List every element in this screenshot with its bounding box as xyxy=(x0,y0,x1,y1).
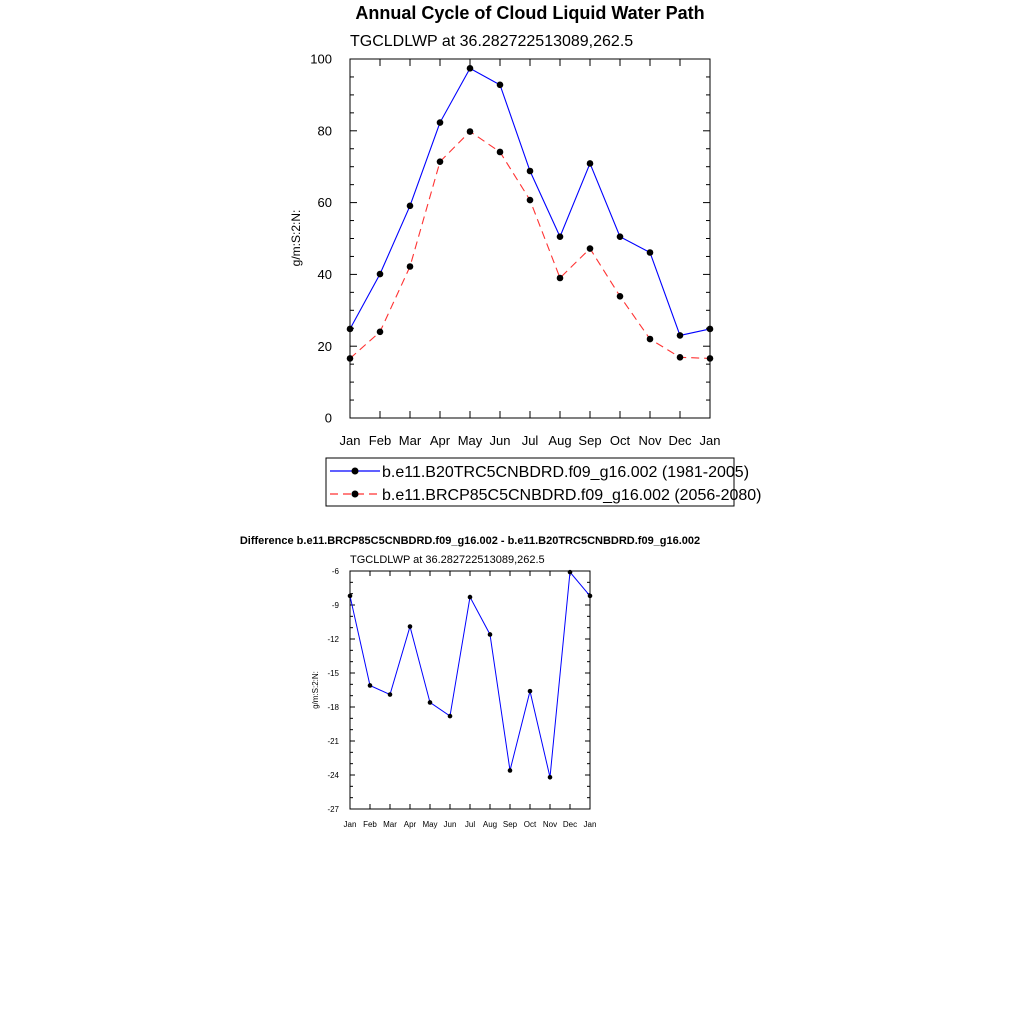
main-series-1-point xyxy=(587,160,594,167)
legend-label-series-2: b.e11.BRCP85C5CNBDRD.f09_g16.002 (2056-2080) xyxy=(382,487,762,504)
diff-xtick-label: Mar xyxy=(383,820,397,829)
main-xtick-label: Feb xyxy=(368,433,392,448)
main-series-2-point xyxy=(407,263,414,270)
main-series-1-point xyxy=(407,203,414,210)
main-xtick-label: Mar xyxy=(398,433,422,448)
main-plot-area xyxy=(310,52,720,448)
diff-ytick-label: -12 xyxy=(327,634,339,644)
main-series-2-point xyxy=(707,355,714,362)
main-series-2-point xyxy=(437,158,444,165)
main-series-2-point xyxy=(647,336,654,343)
diff-ytick-label: -21 xyxy=(327,736,339,746)
diff-xtick-label: Apr xyxy=(403,820,417,829)
diff-xtick-label: Jan xyxy=(343,820,357,829)
main-chart-title: Annual Cycle of Cloud Liquid Water Path xyxy=(355,3,705,23)
diff-xtick-label: May xyxy=(422,820,438,829)
diff-series-1-point xyxy=(528,689,533,694)
diff-chart-title: Difference b.e11.BRCP85C5CNBDRD.f09_g16.002 - b.e11.B20TRC5CNBDRD.f09_g16.002 xyxy=(239,535,701,547)
diff-chart-ylabel: g/m:S:2:N: xyxy=(311,671,320,709)
main-ytick-label: 80 xyxy=(317,123,332,139)
main-series-1-point xyxy=(647,249,654,256)
main-ytick-label: 20 xyxy=(317,338,332,354)
diff-series-1-point xyxy=(368,683,373,688)
diff-xtick-label: Jun xyxy=(443,820,457,829)
main-chart-ylabel: g/m:S:2:N: xyxy=(289,209,303,267)
diff-xtick-label: Jan xyxy=(583,820,597,829)
main-series-2-point xyxy=(557,275,564,282)
main-series-1-point xyxy=(617,233,624,240)
main-chart-subtitle: TGCLDLWP at 36.282722513089,262.5 xyxy=(350,33,634,50)
diff-xtick-label: Aug xyxy=(482,820,498,829)
main-series-2-point xyxy=(587,245,594,252)
main-series-1-point xyxy=(707,326,714,333)
main-xtick-label: Nov xyxy=(638,433,662,448)
main-ytick-label: 0 xyxy=(324,410,332,426)
legend-marker-series-1 xyxy=(352,468,359,475)
diff-series-1-point xyxy=(548,775,553,780)
diff-series-1-line xyxy=(350,572,590,777)
main-series-1-point xyxy=(347,326,354,333)
main-ytick-label: 40 xyxy=(317,266,332,282)
main-series-2-point xyxy=(497,149,504,156)
main-series-1-point xyxy=(557,233,564,240)
main-xtick-label: Dec xyxy=(668,433,692,448)
main-ytick-label: 100 xyxy=(310,51,332,67)
diff-xtick-label: Feb xyxy=(363,820,377,829)
main-series-1-point xyxy=(677,332,684,339)
diff-xtick-label: Sep xyxy=(502,820,518,829)
main-xtick-label: Oct xyxy=(609,433,631,448)
diff-series-1-point xyxy=(388,692,393,697)
diff-series-1-point xyxy=(448,714,453,719)
diff-frame xyxy=(350,571,590,809)
diff-ytick-label: -15 xyxy=(327,668,339,678)
diff-xtick-label: Dec xyxy=(562,820,578,829)
main-series-2-point xyxy=(347,355,354,362)
legend-label-series-1: b.e11.B20TRC5CNBDRD.f09_g16.002 (1981-2005) xyxy=(382,464,750,481)
main-xtick-label: Aug xyxy=(548,433,572,448)
main-series-1-point xyxy=(497,82,504,89)
main-xtick-label: Jan xyxy=(699,433,721,448)
main-series-2-point xyxy=(527,197,534,204)
main-xtick-label: Jul xyxy=(521,433,539,448)
main-xtick-label: Jun xyxy=(489,433,511,448)
diff-series-1-point xyxy=(468,595,473,600)
legend-marker-series-2 xyxy=(352,491,359,498)
diff-ytick-label: -27 xyxy=(327,804,339,814)
diff-series-1-point xyxy=(348,594,353,599)
main-series-1-point xyxy=(377,271,384,278)
main-xtick-label: May xyxy=(457,433,483,448)
main-series-1-point xyxy=(467,65,474,72)
diff-ytick-label: -18 xyxy=(327,702,339,712)
diff-xtick-label: Nov xyxy=(542,820,558,829)
main-series-2-point xyxy=(617,293,624,300)
main-xtick-label: Apr xyxy=(429,433,451,448)
main-series-2-point xyxy=(377,329,384,336)
main-xtick-label: Jan xyxy=(339,433,361,448)
main-ytick-label: 60 xyxy=(317,195,332,211)
diff-ytick-label: -24 xyxy=(327,770,339,780)
diff-series-1-point xyxy=(488,632,493,637)
main-series-1-point xyxy=(437,119,444,126)
main-series-2-point xyxy=(677,354,684,361)
diff-ytick-label: -6 xyxy=(331,566,339,576)
diff-xtick-label: Jul xyxy=(464,820,476,829)
diff-chart-subtitle: TGCLDLWP at 36.282722513089,262.5 xyxy=(350,554,545,566)
main-frame xyxy=(350,59,710,418)
diff-ytick-label: -9 xyxy=(331,600,339,610)
main-series-1-point xyxy=(527,168,534,175)
main-series-2-line xyxy=(350,132,710,359)
diff-series-1-point xyxy=(568,570,573,575)
diff-series-1-point xyxy=(508,768,513,773)
diff-series-1-point xyxy=(408,624,413,629)
main-xtick-label: Sep xyxy=(578,433,602,448)
diff-series-1-point xyxy=(428,700,433,705)
diff-xtick-label: Oct xyxy=(523,820,537,829)
main-series-2-point xyxy=(467,128,474,135)
diff-series-1-point xyxy=(588,594,593,599)
diff-plot-area xyxy=(327,567,596,829)
